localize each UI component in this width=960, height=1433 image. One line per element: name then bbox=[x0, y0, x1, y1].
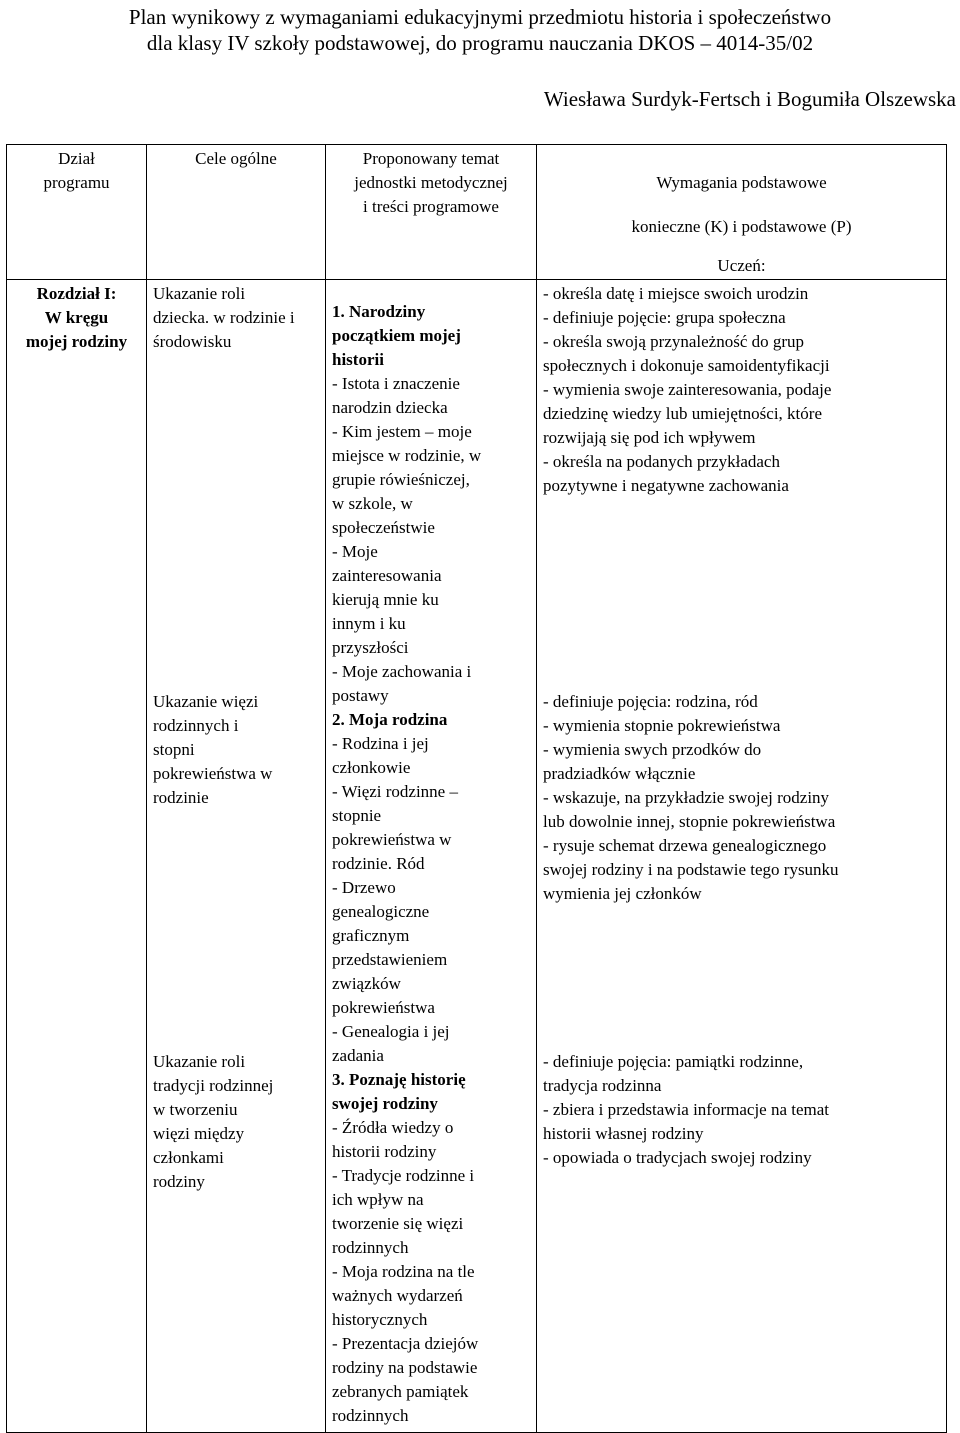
goal-line: Ukazanie roli bbox=[153, 284, 246, 303]
topic-title-line: swojej rodziny bbox=[332, 1094, 438, 1113]
chapter-line: W kręgu bbox=[44, 308, 109, 327]
header-temat-line: i treści programowe bbox=[363, 197, 499, 216]
requirements-2 bbox=[543, 690, 940, 1050]
chapter-cell bbox=[7, 280, 147, 1433]
goal-1 bbox=[153, 282, 319, 690]
header-dzial-line: programu bbox=[43, 173, 110, 192]
topic-1 bbox=[332, 300, 530, 708]
title-line-1: Plan wynikowy z wymaganiami edukacyjnymi przedmiotu historia i społeczeństwo bbox=[128, 5, 832, 29]
goal-line: stopni bbox=[153, 740, 195, 759]
topic-line: zainteresowania bbox=[332, 566, 442, 585]
goal-line: członkami bbox=[153, 1148, 224, 1167]
topic-line: ich wpływ na bbox=[332, 1190, 424, 1209]
table-body-row bbox=[7, 280, 947, 1433]
topic-line: - Rodzina i jej bbox=[332, 734, 429, 753]
topic-line: historii rodziny bbox=[332, 1142, 437, 1161]
topic-line: - Moja rodzina na tle bbox=[332, 1262, 475, 1281]
requirement-line: - określa datę i miejsce swoich urodzin bbox=[543, 284, 809, 303]
document-title bbox=[0, 4, 960, 56]
topic-line: pokrewieństwa bbox=[332, 998, 435, 1017]
title-line-2: dla klasy IV szkoły podstawowej, do programu nauczania DKOS – 4014-35/02 bbox=[146, 31, 814, 55]
topic-line: genealogiczne bbox=[332, 902, 430, 921]
requirement-line: - rysuje schemat drzewa genealogicznego bbox=[543, 836, 827, 855]
topic-line: pokrewieństwa w bbox=[332, 830, 452, 849]
topic-line: przyszłości bbox=[332, 638, 409, 657]
topic-2 bbox=[332, 708, 530, 1068]
requirement-line: - wymienia swych przodków do bbox=[543, 740, 762, 759]
topic-line: - Kim jestem – moje bbox=[332, 422, 472, 441]
requirements-1 bbox=[543, 280, 940, 690]
requirement-line: pradziadków włącznie bbox=[543, 764, 696, 783]
requirement-line: - definiuje pojęcia: rodzina, ród bbox=[543, 692, 758, 711]
topic-line: postawy bbox=[332, 686, 389, 705]
goal-line: środowisku bbox=[153, 332, 232, 351]
requirement-line: - definiuje pojęcia: pamiątki rodzinne, bbox=[543, 1052, 804, 1071]
goal-line: Ukazanie roli bbox=[153, 1052, 246, 1071]
header-temat-line: jednostki metodycznej bbox=[354, 173, 508, 192]
goal-3 bbox=[153, 1050, 319, 1194]
header-cele-label: Cele ogólne bbox=[195, 149, 277, 168]
topic-line: innym i ku bbox=[332, 614, 406, 633]
requirement-line: - wymienia swoje zainteresowania, podaje bbox=[543, 380, 832, 399]
goals-cell bbox=[147, 280, 326, 1433]
requirements-3 bbox=[543, 1050, 940, 1170]
topic-line: w szkole, w bbox=[332, 494, 413, 513]
requirement-line: - wskazuje, na przykładzie swojej rodziny bbox=[543, 788, 830, 807]
topic-line: rodzinnych bbox=[332, 1238, 409, 1257]
header-dzial-line: Dział bbox=[58, 149, 95, 168]
topic-line: - Więzi rodzinne – bbox=[332, 782, 458, 801]
requirement-line: lub dowolnie innej, stopnie pokrewieństwa bbox=[543, 812, 836, 831]
topic-title-line: 2. Moja rodzina bbox=[332, 710, 448, 729]
topic-title-line: 3. Poznaję historię bbox=[332, 1070, 466, 1089]
goal-line: więzi między bbox=[153, 1124, 245, 1143]
requirement-line: tradycja rodzinna bbox=[543, 1076, 662, 1095]
topic-title-line: początkiem mojej bbox=[332, 326, 461, 345]
goal-line: w tworzeniu bbox=[153, 1100, 238, 1119]
topic-line: - Prezentacja dziejów bbox=[332, 1334, 479, 1353]
header-temat bbox=[326, 145, 537, 280]
topic-line: miejsce w rodzinie, w bbox=[332, 446, 482, 465]
topic-line: tworzenie się więzi bbox=[332, 1214, 464, 1233]
topic-line: - Genealogia i jej bbox=[332, 1022, 450, 1041]
topic-line: grupie rówieśniczej, bbox=[332, 470, 470, 489]
header-cele bbox=[147, 145, 326, 280]
topic-line: stopnie bbox=[332, 806, 382, 825]
header-wymagania-title: Wymagania podstawowe bbox=[656, 173, 827, 192]
topics-cell bbox=[326, 280, 537, 1433]
topic-line: rodzinie. Ród bbox=[332, 854, 425, 873]
goal-line: pokrewieństwa w bbox=[153, 764, 273, 783]
requirements-cell bbox=[537, 256, 947, 1433]
requirement-line: wymienia jej członków bbox=[543, 884, 702, 903]
topic-line: - Drzewo bbox=[332, 878, 396, 897]
requirement-line: dziedzinę wiedzy lub umiejętności, które bbox=[543, 404, 822, 423]
topic-line: - Moje zachowania i bbox=[332, 662, 472, 681]
header-wymagania-sub: konieczne (K) i podstawowe (P) bbox=[631, 217, 852, 236]
goal-line: Ukazanie więzi bbox=[153, 692, 259, 711]
topic-line: zadania bbox=[332, 1046, 384, 1065]
topic-line: ważnych wydarzeń bbox=[332, 1286, 463, 1305]
header-uczen: Uczeń: bbox=[717, 256, 766, 275]
requirement-line: historii własnej rodziny bbox=[543, 1124, 704, 1143]
topic-line: przedstawieniem bbox=[332, 950, 448, 969]
requirement-line: rozwijają się pod ich wpływem bbox=[543, 428, 756, 447]
topic-line: zebranych pamiątek bbox=[332, 1382, 469, 1401]
requirement-line: - opowiada o tradycjach swojej rodziny bbox=[543, 1148, 812, 1167]
goal-2 bbox=[153, 690, 319, 1050]
goal-line: rodzinie bbox=[153, 788, 209, 807]
topic-line: narodzin dziecka bbox=[332, 398, 448, 417]
topic-3 bbox=[332, 1068, 530, 1428]
topic-title-line: historii bbox=[332, 350, 384, 369]
requirement-line: pozytywne i negatywne zachowania bbox=[543, 476, 789, 495]
topic-line: - Istota i znaczenie bbox=[332, 374, 460, 393]
plan-table bbox=[6, 144, 947, 1433]
topic-line: rodzinnych bbox=[332, 1406, 409, 1425]
requirement-line: - wymienia stopnie pokrewieństwa bbox=[543, 716, 781, 735]
topic-line: społeczeństwie bbox=[332, 518, 435, 537]
topic-line: historycznych bbox=[332, 1310, 428, 1329]
topic-line: członkowie bbox=[332, 758, 411, 777]
requirement-line: - definiuje pojęcie: grupa społeczna bbox=[543, 308, 786, 327]
topic-line: - Moje bbox=[332, 542, 378, 561]
topic-line: związków bbox=[332, 974, 401, 993]
goal-line: rodziny bbox=[153, 1172, 205, 1191]
topic-line: kierują mnie ku bbox=[332, 590, 439, 609]
header-dzial bbox=[7, 145, 147, 280]
requirement-line: - określa na podanych przykładach bbox=[543, 452, 780, 471]
topic-line: - Tradycje rodzinne i bbox=[332, 1166, 475, 1185]
requirement-line: - określa swoją przynależność do grup bbox=[543, 332, 805, 351]
topic-line: rodziny na podstawie bbox=[332, 1358, 478, 1377]
topic-title-line: 1. Narodziny bbox=[332, 302, 426, 321]
goal-line: dziecka. w rodzinie i bbox=[153, 308, 295, 327]
header-temat-line: Proponowany temat bbox=[362, 149, 500, 168]
chapter-line: Rozdział I: bbox=[36, 284, 117, 303]
requirement-line: - zbiera i przedstawia informacje na temat bbox=[543, 1100, 830, 1119]
topic-line: graficznym bbox=[332, 926, 410, 945]
topic-line: - Źródła wiedzy o bbox=[332, 1118, 454, 1137]
goal-line: tradycji rodzinnej bbox=[153, 1076, 274, 1095]
goal-line: rodzinnych i bbox=[153, 716, 239, 735]
authors: Wiesława Surdyk-Fertsch i Bogumiła Olszewska bbox=[543, 87, 956, 111]
requirement-line: społecznych i dokonuje samoidentyfikacji bbox=[543, 356, 830, 375]
chapter-line: mojej rodziny bbox=[25, 332, 128, 351]
requirement-line: swojej rodziny i na podstawie tego rysunku bbox=[543, 860, 839, 879]
